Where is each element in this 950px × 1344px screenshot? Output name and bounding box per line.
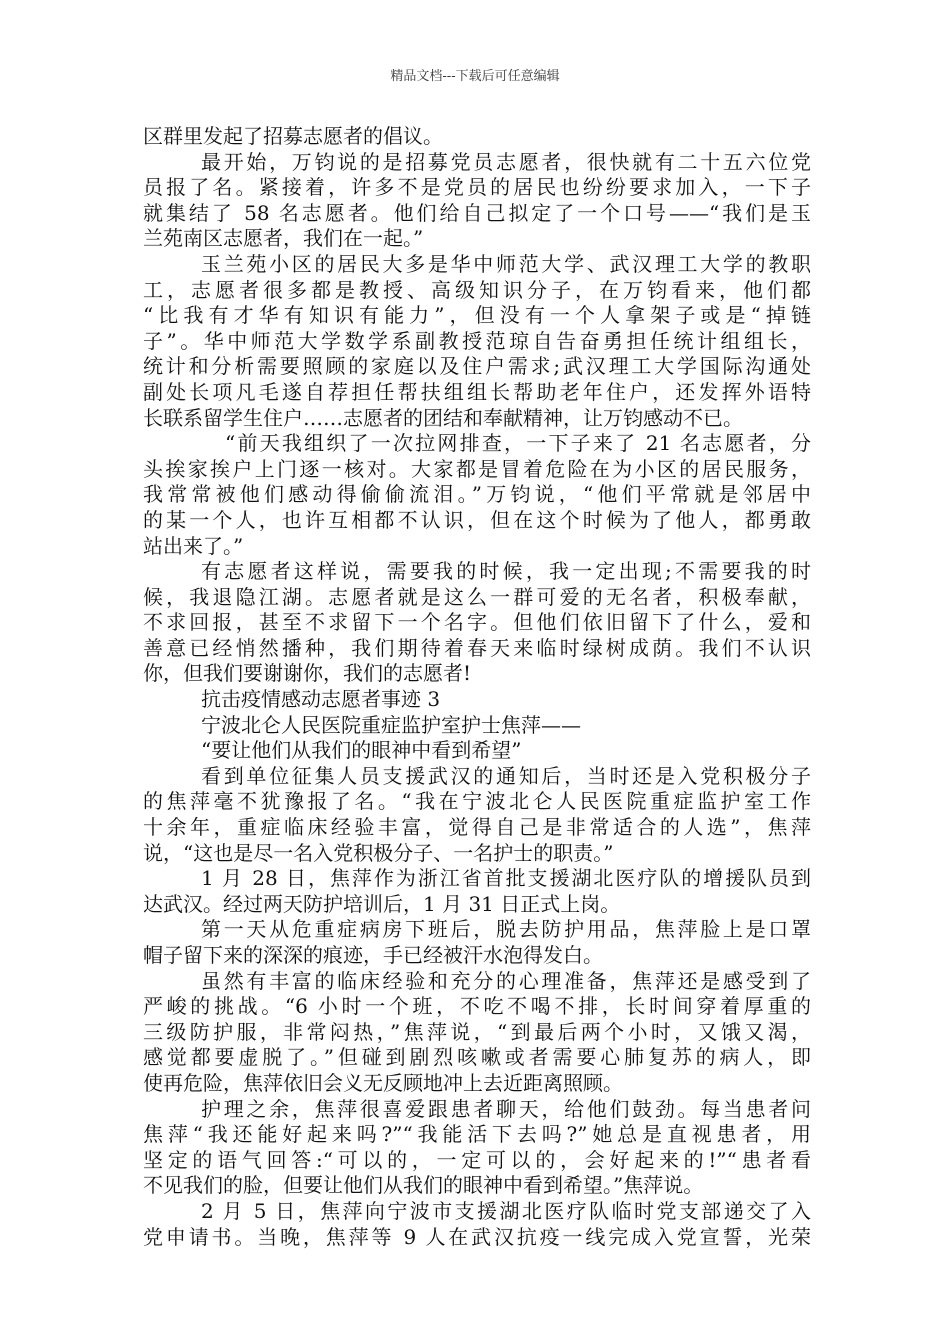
- text-line: 达武汉。经过两天防护培训后，1 月 31 日正式上岗。: [143, 891, 621, 916]
- text-line: 有志愿者这样说，需要我的时候，我一定出现;不需要我的时: [201, 559, 811, 584]
- text-line: 看到单位征集人员支援武汉的通知后，当时还是入党积极分子: [201, 763, 811, 788]
- text-line: 不见我们的脸，但要让他们从我们的眼神中看到希望。”焦萍说。: [143, 1173, 704, 1198]
- text-line: 不求回报，甚至不求留下一个名字。但他们依旧留下了什么，爱和: [143, 610, 811, 635]
- text-line: 长联系留学生住户……志愿者的团结和奉献精神，让万钧感动不已。: [143, 405, 743, 430]
- text-line: 严峻的挑战。“6 小时一个班，不吃不喝不排，长时间穿着厚重的: [143, 994, 811, 1019]
- text-line: 护理之余，焦萍很喜爱跟患者聊天，给他们鼓劲。每当患者问: [201, 1096, 811, 1121]
- text-line: 坚定的语气回答:“可以的，一定可以的，会好起来的!”“患者看: [143, 1147, 811, 1172]
- text-line: 候，我退隐江湖。志愿者就是这么一群可爱的无名者，积极奉献，: [143, 584, 811, 609]
- text-line: 的某一个人，也许互相都不认识，但在这个时候为了他人，都勇敢: [143, 507, 811, 532]
- text-line: 统计和分析需要照顾的家庭以及住户需求;武汉理工大学国际沟通处: [143, 354, 811, 379]
- text-line: 宁波北仑人民医院重症监护室护士焦萍——: [201, 712, 581, 737]
- text-line: 党申请书。当晚，焦萍等 9 人在武汉抗疫一线完成入党宣誓，光荣: [143, 1224, 811, 1249]
- text-line: 玉兰苑小区的居民大多是华中师范大学、武汉理工大学的教职: [201, 251, 811, 276]
- text-line: 副处长项凡毛遂自荐担任帮扶组组长帮助老年住户，还发挥外语特: [143, 379, 811, 404]
- text-line: 抗击疫情感动志愿者事迹 3: [201, 687, 441, 712]
- text-line: 子”。华中师范大学数学系副教授范琼自告奋勇担任统计组组长，: [143, 328, 811, 353]
- text-line: 说，“这也是尽一名入党积极分子、一名护士的职责。”: [143, 840, 614, 865]
- text-line: 三级防护服，非常闷热，”焦萍说，“到最后两个小时，又饿又渴，: [143, 1019, 811, 1044]
- text-line: 虽然有丰富的临床经验和充分的心理准备，焦萍还是感受到了: [201, 968, 811, 993]
- text-line: 感觉都要虚脱了。”但碰到剧烈咳嗽或者需要心肺复苏的病人，即: [143, 1045, 811, 1070]
- text-line: 站出来了。”: [143, 533, 244, 558]
- text-line: 兰苑南区志愿者，我们在一起。”: [143, 226, 424, 251]
- text-line: 使再危险，焦萍依旧会义无反顾地冲上去近距离照顾。: [143, 1070, 623, 1095]
- text-line: “前天我组织了一次拉网排查，一下子来了 21 名志愿者，分: [225, 431, 811, 456]
- text-line: 的焦萍毫不犹豫报了名。“我在宁波北仑人民医院重症监护室工作: [143, 789, 811, 814]
- text-line: 员报了名。紧接着，许多不是党员的居民也纷纷要求加入，一下子: [143, 175, 811, 200]
- text-line: “比我有才华有知识有能力”，但没有一个人拿架子或是“掉链: [143, 303, 811, 328]
- text-line: 工，志愿者很多都是教授、高级知识分子，在万钧看来，他们都: [143, 277, 811, 302]
- document-body: [143, 124, 811, 1250]
- text-line: 我常常被他们感动得偷偷流泪。”万钧说，“他们平常就是邻居中: [143, 482, 811, 507]
- text-line: 2 月 5 日，焦萍向宁波市支援湖北医疗队临时党支部递交了入: [201, 1198, 811, 1223]
- text-line: 焦萍“我还能好起来吗?”“我能活下去吗?”她总是直视患者，用: [143, 1122, 811, 1147]
- text-line: 第一天从危重症病房下班后，脱去防护用品，焦萍脸上是口罩: [201, 917, 811, 942]
- text-line: 善意已经悄然播种，我们期待着春天来临时绿树成荫。我们不认识: [143, 635, 811, 660]
- text-line: “要让他们从我们的眼神中看到希望”: [201, 738, 522, 763]
- text-line: 十余年，重症临床经验丰富，觉得自己是非常适合的人选”，焦萍: [143, 815, 811, 840]
- text-line: 最开始，万钧说的是招募党员志愿者，很快就有二十五六位党: [201, 149, 811, 174]
- text-line: 就集结了 58 名志愿者。他们给自己拟定了一个口号——“我们是玉: [143, 200, 811, 225]
- text-line: 头挨家挨户上门逐一核对。大家都是冒着危险在为小区的居民服务，: [143, 456, 811, 481]
- text-line: 你，但我们要谢谢你，我们的志愿者!: [143, 661, 472, 686]
- text-line: 1 月 28 日，焦萍作为浙江省首批支援湖北医疗队的增援队员到: [201, 866, 811, 891]
- page-header: 精品文档---下载后可任意编辑: [390, 69, 560, 84]
- text-line: 帽子留下来的深深的痕迹，手已经被汗水泡得发白。: [143, 943, 603, 967]
- text-line: 区群里发起了招募志愿者的倡议。: [143, 124, 443, 148]
